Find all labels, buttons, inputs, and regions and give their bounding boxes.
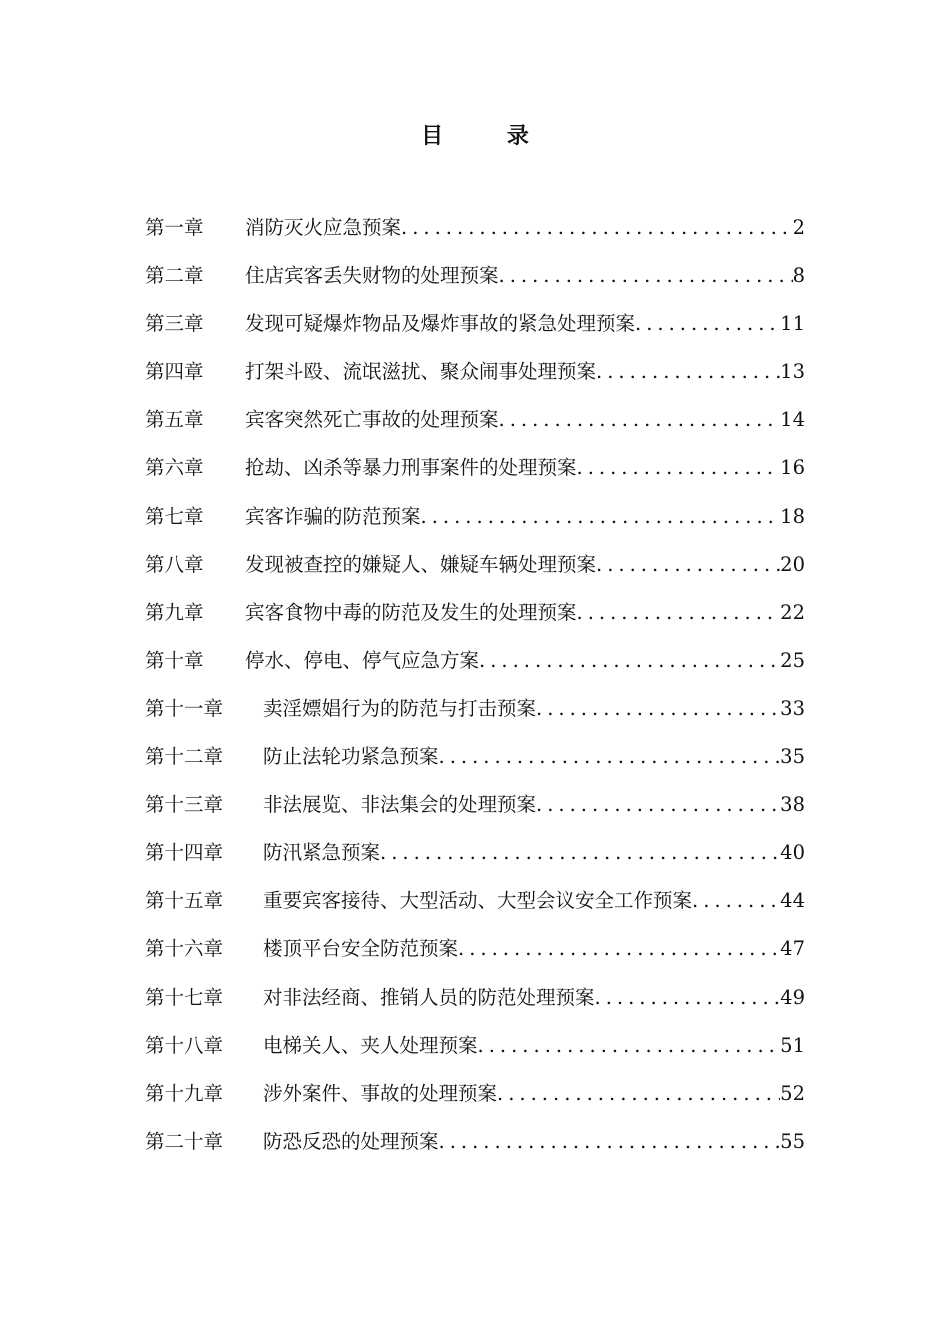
- toc-entry-title: 消防灭火应急预案: [245, 216, 402, 239]
- dot-leader: [478, 1024, 781, 1068]
- toc-entry-title: 宾客诈骗的防范预案: [245, 504, 421, 528]
- toc-page-number: 40: [780, 841, 805, 865]
- dot-leader: [380, 831, 780, 875]
- toc-page-number: 22: [780, 600, 805, 624]
- toc-page-number: 52: [780, 1081, 805, 1105]
- toc-chapter-label: 第一章: [145, 216, 204, 239]
- toc-page-number: 20: [780, 552, 805, 576]
- toc-entry-title: 非法展览、非法集会的处理预案: [263, 793, 537, 817]
- toc-entry-title: 停水、停电、停气应急方案: [245, 648, 480, 672]
- toc-entry-title: 住店宾客丢失财物的处理预案: [245, 264, 499, 288]
- toc-entry-title: 涉外案件、事故的处理预案: [263, 1081, 498, 1105]
- toc-page-number: 25: [780, 648, 805, 672]
- toc-entry-title: 电梯关人、夹人处理预案: [263, 1033, 478, 1057]
- dot-leader: [458, 927, 780, 971]
- toc-entry-title: 防汛紧急预案: [263, 841, 381, 865]
- toc-entry[interactable]: [145, 687, 805, 735]
- toc-chapter-label: 第十二章: [145, 745, 224, 769]
- toc-entry-title: 防恐反恐的处理预案: [263, 1129, 439, 1153]
- toc-chapter-label: 第十一章: [145, 696, 224, 720]
- toc-entry[interactable]: [145, 495, 805, 543]
- toc-entry[interactable]: [145, 1120, 805, 1168]
- dot-leader: [692, 879, 780, 923]
- toc-chapter-label: 第十六章: [145, 937, 224, 961]
- toc-page-number: 2: [792, 216, 805, 239]
- toc-entry[interactable]: [145, 1072, 805, 1120]
- toc-entry-title: 抢劫、凶杀等暴力刑事案件的处理预案: [245, 456, 577, 480]
- toc-page-number: 8: [792, 264, 805, 288]
- toc-chapter-label: 第十章: [145, 648, 204, 672]
- dot-leader: [499, 254, 793, 298]
- toc-entry[interactable]: [145, 302, 805, 350]
- toc-page-number: 11: [780, 312, 805, 336]
- toc-page-number: 38: [780, 793, 805, 817]
- toc-entry[interactable]: [145, 543, 805, 591]
- toc-entry[interactable]: [145, 398, 805, 446]
- toc-page-number: 18: [780, 504, 805, 528]
- toc-entry[interactable]: [145, 976, 805, 1024]
- toc-entry[interactable]: [145, 735, 805, 783]
- toc-entry-title: 卖淫嫖娼行为的防范与打击预案: [263, 696, 537, 720]
- page-title: 目 录: [421, 123, 557, 149]
- toc-page-number: 55: [780, 1129, 805, 1153]
- toc-page-number: 35: [780, 745, 805, 769]
- dot-leader: [596, 543, 780, 587]
- dot-leader: [497, 1072, 780, 1116]
- dot-leader: [577, 446, 781, 490]
- dot-leader: [635, 302, 780, 346]
- toc-chapter-label: 第十九章: [145, 1081, 224, 1105]
- dot-leader: [421, 495, 781, 539]
- toc-chapter-label: 第七章: [145, 504, 204, 528]
- toc-entry[interactable]: [145, 254, 805, 302]
- toc-page-number: 44: [780, 889, 805, 913]
- toc-entry-title: 发现可疑爆炸物品及爆炸事故的紧急处理预案: [245, 312, 636, 336]
- toc-entry-title: 楼顶平台安全防范预案: [263, 937, 459, 961]
- toc-chapter-label: 第二十章: [145, 1129, 224, 1153]
- toc-chapter-label: 第四章: [145, 360, 204, 384]
- toc-page-number: 47: [780, 937, 805, 961]
- toc-page-number: 33: [780, 696, 805, 720]
- toc-chapter-label: 第十七章: [145, 985, 224, 1009]
- toc-entry-title: 宾客食物中毒的防范及发生的处理预案: [245, 600, 577, 624]
- toc-page-number: 16: [780, 456, 805, 480]
- toc-chapter-label: 第二章: [145, 264, 204, 288]
- toc-chapter-label: 第十三章: [145, 793, 224, 817]
- toc-entry[interactable]: [145, 591, 805, 639]
- dot-leader: [577, 591, 781, 635]
- toc-chapter-label: 第十四章: [145, 841, 224, 865]
- toc-entry[interactable]: [145, 927, 805, 975]
- toc-chapter-label: 第三章: [145, 312, 204, 336]
- toc-entry[interactable]: [145, 446, 805, 494]
- table-of-contents: [145, 206, 805, 1168]
- dot-leader: [595, 976, 781, 1020]
- toc-entry-title: 发现被查控的嫌疑人、嫌疑车辆处理预案: [245, 552, 597, 576]
- dot-leader: [401, 206, 793, 250]
- toc-entry[interactable]: [145, 639, 805, 687]
- toc-entry-title: 宾客突然死亡事故的处理预案: [245, 408, 499, 432]
- toc-chapter-label: 第十五章: [145, 889, 224, 913]
- toc-entry[interactable]: [145, 783, 805, 831]
- dot-leader: [536, 783, 780, 827]
- toc-entry-title: 防止法轮功紧急预案: [263, 745, 439, 769]
- toc-page-number: 49: [780, 985, 805, 1009]
- toc-page-number: 13: [780, 360, 805, 384]
- dot-leader: [439, 735, 781, 779]
- toc-entry-title: 重要宾客接待、大型活动、大型会议安全工作预案: [263, 889, 693, 913]
- toc-entry[interactable]: [145, 206, 805, 254]
- toc-entry[interactable]: [145, 879, 805, 927]
- toc-chapter-label: 第九章: [145, 600, 204, 624]
- toc-entry[interactable]: [145, 831, 805, 879]
- toc-chapter-label: 第八章: [145, 552, 204, 576]
- toc-page-number: 51: [780, 1033, 805, 1057]
- toc-page-number: 14: [780, 408, 805, 432]
- toc-entry-title: 对非法经商、推销人员的防范处理预案: [263, 985, 595, 1009]
- dot-leader: [596, 350, 780, 394]
- dot-leader: [499, 398, 781, 442]
- toc-entry[interactable]: [145, 1024, 805, 1072]
- toc-entry[interactable]: [145, 350, 805, 398]
- dot-leader: [439, 1120, 781, 1164]
- dot-leader: [479, 639, 780, 683]
- toc-chapter-label: 第十八章: [145, 1033, 224, 1057]
- dot-leader: [536, 687, 780, 731]
- toc-chapter-label: 第六章: [145, 456, 204, 480]
- toc-entry-title: 打架斗殴、流氓滋扰、聚众闹事处理预案: [245, 360, 597, 384]
- toc-chapter-label: 第五章: [145, 408, 204, 432]
